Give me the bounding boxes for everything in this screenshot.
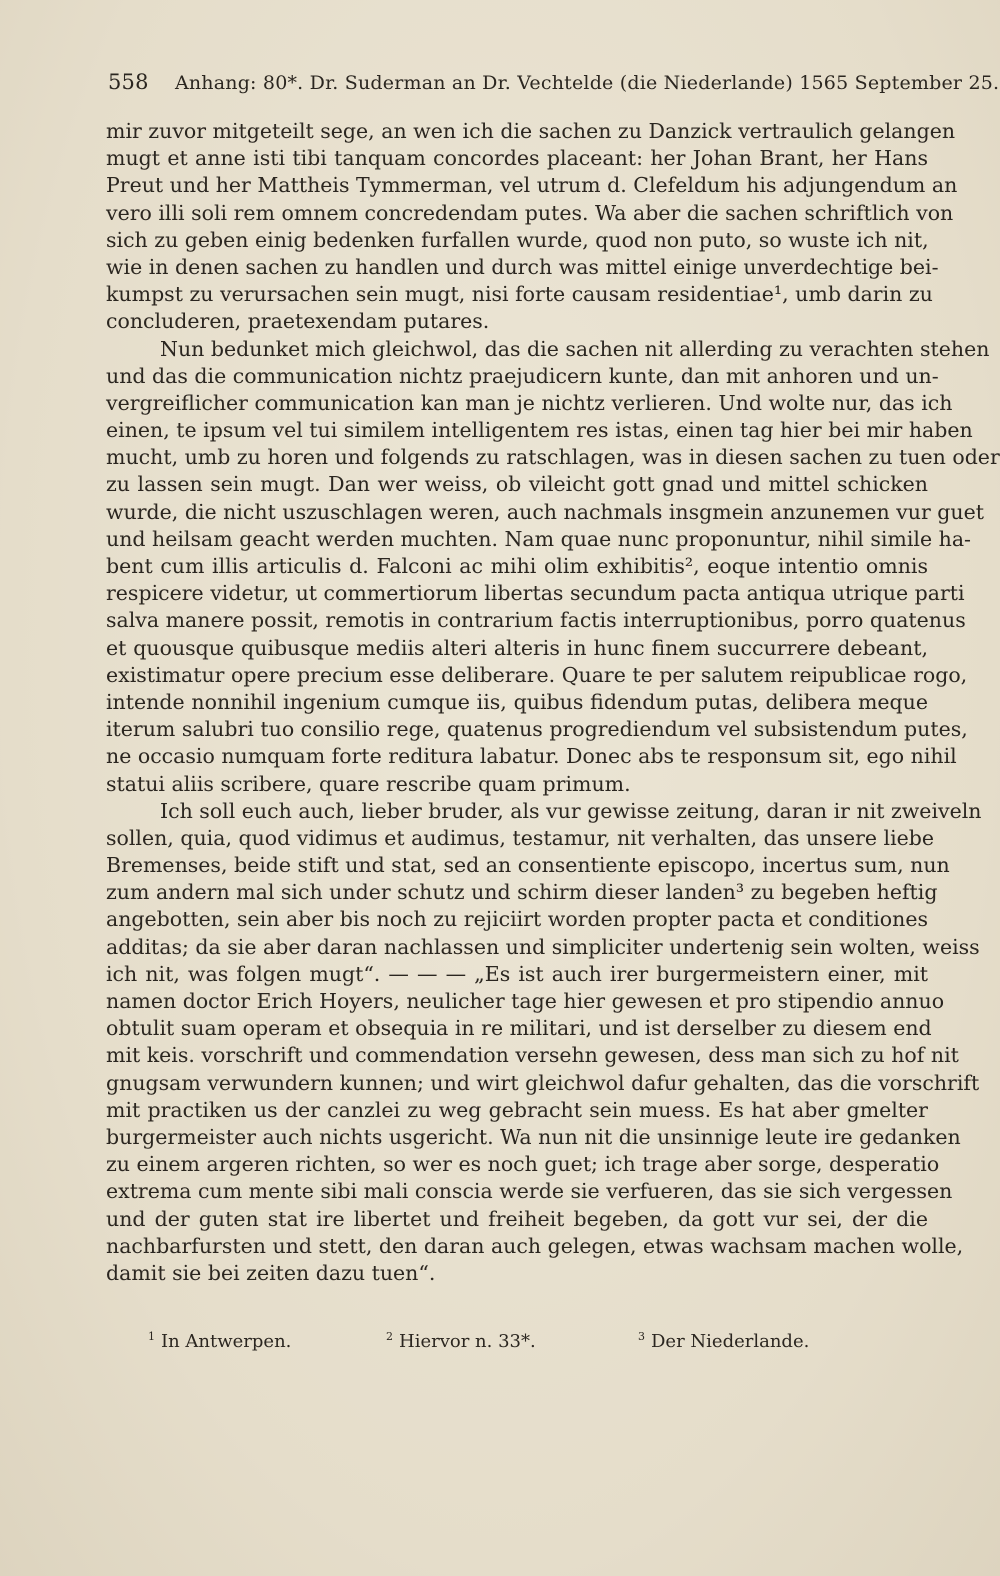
text-line: additas; da sie aber daran nachlassen und simpliciter undertenig sein wolten, weiss xyxy=(106,934,980,959)
footnote-text: Der Niederlande. xyxy=(651,1331,810,1352)
paragraph xyxy=(106,798,982,1287)
text-line: Preut und her Mattheis Tymmerman, vel utrum d. Clefeldum his adjungendum an xyxy=(106,173,958,198)
paragraph xyxy=(106,118,958,336)
text-line: zu einem argeren richten, so wer es noch guet; ich trage aber sorge, desperatio xyxy=(106,1152,940,1177)
text-line: damit sie bei zeiten dazu tuen“. xyxy=(106,1260,436,1285)
footnote-mark: 2 xyxy=(386,1330,393,1343)
text-line: und der guten stat ire libertet und freiheit begeben, da gott vur sei, der die xyxy=(106,1206,928,1231)
text-line: mugt et anne isti tibi tanquam concordes placeant: her Johan Brant, her Hans xyxy=(106,146,928,171)
running-title: Anhang: 80*. Dr. Suderman an Dr. Vechtelde (die Niederlande) 1565 September 25. xyxy=(174,72,1000,94)
text-line: extrema cum mente sibi mali conscia werde sie verfueren, das sie sich vergessen xyxy=(106,1179,953,1204)
footnote-text: In Antwerpen. xyxy=(161,1331,292,1352)
text-line: respicere videtur, ut commertiorum libertas secundum pacta antiqua utrique parti xyxy=(106,581,965,606)
footnote-1 xyxy=(148,1330,291,1352)
text-line: nachbarfursten und stett, den daran auch gelegen, etwas wachsam machen wolle, xyxy=(106,1233,964,1258)
footnote-2 xyxy=(386,1330,536,1352)
text-line: Nun bedunket mich gleichwol, das die sachen nit allerding zu verachten stehen xyxy=(160,336,990,361)
page-number: 558 xyxy=(108,70,149,94)
text-line: mir zuvor mitgeteilt sege, an wen ich die sachen zu Danzick vertraulich gelangen xyxy=(106,119,956,143)
text-line: vero illi soli rem omnem concredendam putes. Wa aber die sachen schriftlich von xyxy=(106,200,954,225)
paragraph xyxy=(106,336,1000,798)
text-line: ich nit, was folgen mugt“. — — — „Es ist auch irer burgermeistern einer, mit xyxy=(106,961,928,986)
footnote-mark: 1 xyxy=(148,1330,155,1343)
text-line: zum andern mal sich under schutz und schirm dieser landen³ zu begeben heftig xyxy=(106,880,938,905)
text-line: obtulit suam operam et obsequia in re militari, und ist derselber zu diesem end xyxy=(106,1016,932,1041)
text-line: wie in denen sachen zu handlen und durch was mittel einige unverdechtige bei- xyxy=(106,254,939,279)
text-line: und das die communication nichtz praejudicern kunte, dan mit anhoren und un- xyxy=(106,363,939,388)
text-line: kumpst zu verursachen sein mugt, nisi forte causam residentiae¹, umb darin zu xyxy=(106,282,933,307)
text-line: mit keis. vorschrift und commendation versehn gewesen, dess man sich zu hof nit xyxy=(106,1043,959,1068)
text-line: existimatur opere precium esse deliberare. Quare te per salutem reipublicae rogo, xyxy=(106,662,968,687)
running-header xyxy=(108,70,1000,94)
text-line: und heilsam geacht werden muchten. Nam quae nunc proponuntur, nihil simile ha- xyxy=(106,526,971,551)
text-line: sich zu geben einig bedenken furfallen wurde, quod non puto, so wuste ich nit, xyxy=(106,227,929,252)
footnote-mark: 3 xyxy=(638,1330,645,1343)
text-line: wurde, die nicht uszuschlagen weren, auch nachmals insgmein anzunemen vur guet xyxy=(106,499,984,524)
text-line: zu lassen sein mugt. Dan wer weiss, ob vileicht gott gnad und mittel schicken xyxy=(106,472,928,497)
text-line: iterum salubri tuo consilio rege, quatenus progrediendum vel subsistendum putes, xyxy=(106,717,968,742)
text-line: namen doctor Erich Hoyers, neulicher tage hier gewesen et pro stipendio annuo xyxy=(106,989,945,1013)
text-line: concluderen, praetexendam putares. xyxy=(106,309,490,334)
text-line: et quousque quibusque mediis alteri alteris in hunc finem succurrere debeant, xyxy=(106,635,928,660)
footnote-3 xyxy=(638,1330,809,1352)
text-line: statui aliis scribere, quare rescribe quam primum. xyxy=(106,771,631,796)
text-line: mucht, umb zu horen und folgends zu ratschlagen, was in diesen sachen zu tuen oder xyxy=(106,445,1000,470)
text-line: vergreiflicher communication kan man je nichtz verlieren. Und wolte nur, das ich xyxy=(106,390,953,415)
text-line: angebotten, sein aber bis noch zu rejiciirt worden propter pacta et conditiones xyxy=(106,907,928,932)
text-line: Bremenses, beide stift und stat, sed an consentiente episcopo, incertus sum, nun xyxy=(106,853,950,878)
text-line: gnugsam verwundern kunnen; und wirt gleichwol dafur gehalten, das die vorschrift xyxy=(106,1070,980,1095)
text-line: mit practiken us der canzlei zu weg gebracht sein muess. Es hat aber gmelter xyxy=(106,1097,928,1122)
main-text xyxy=(106,118,1000,1287)
text-line: burgermeister auch nichts usgericht. Wa nun nit die unsinnige leute ire gedanken xyxy=(106,1124,961,1149)
text-line: salva manere possit, remotis in contrarium factis interruptionibus, porro quatenus xyxy=(106,608,966,633)
text-line: Ich soll euch auch, lieber bruder, als vur gewisse zeitung, daran ir nit zweiveln xyxy=(160,798,982,823)
text-line: ne occasio numquam forte reditura labatur. Donec abs te responsum sit, ego nihil xyxy=(106,744,957,769)
text-line: bent cum illis articulis d. Falconi ac mihi olim exhibitis², eoque intentio omnis xyxy=(106,554,928,578)
footnote-text: Hiervor n. 33*. xyxy=(399,1331,536,1352)
text-line: intende nonnihil ingenium cumque iis, quibus fidendum putas, delibera meque xyxy=(106,689,928,714)
text-line: sollen, quia, quod vidimus et audimus, testamur, nit verhalten, das unsere liebe xyxy=(106,825,935,850)
text-line: einen, te ipsum vel tui similem intelligentem res istas, einen tag hier bei mir haben xyxy=(106,418,973,443)
